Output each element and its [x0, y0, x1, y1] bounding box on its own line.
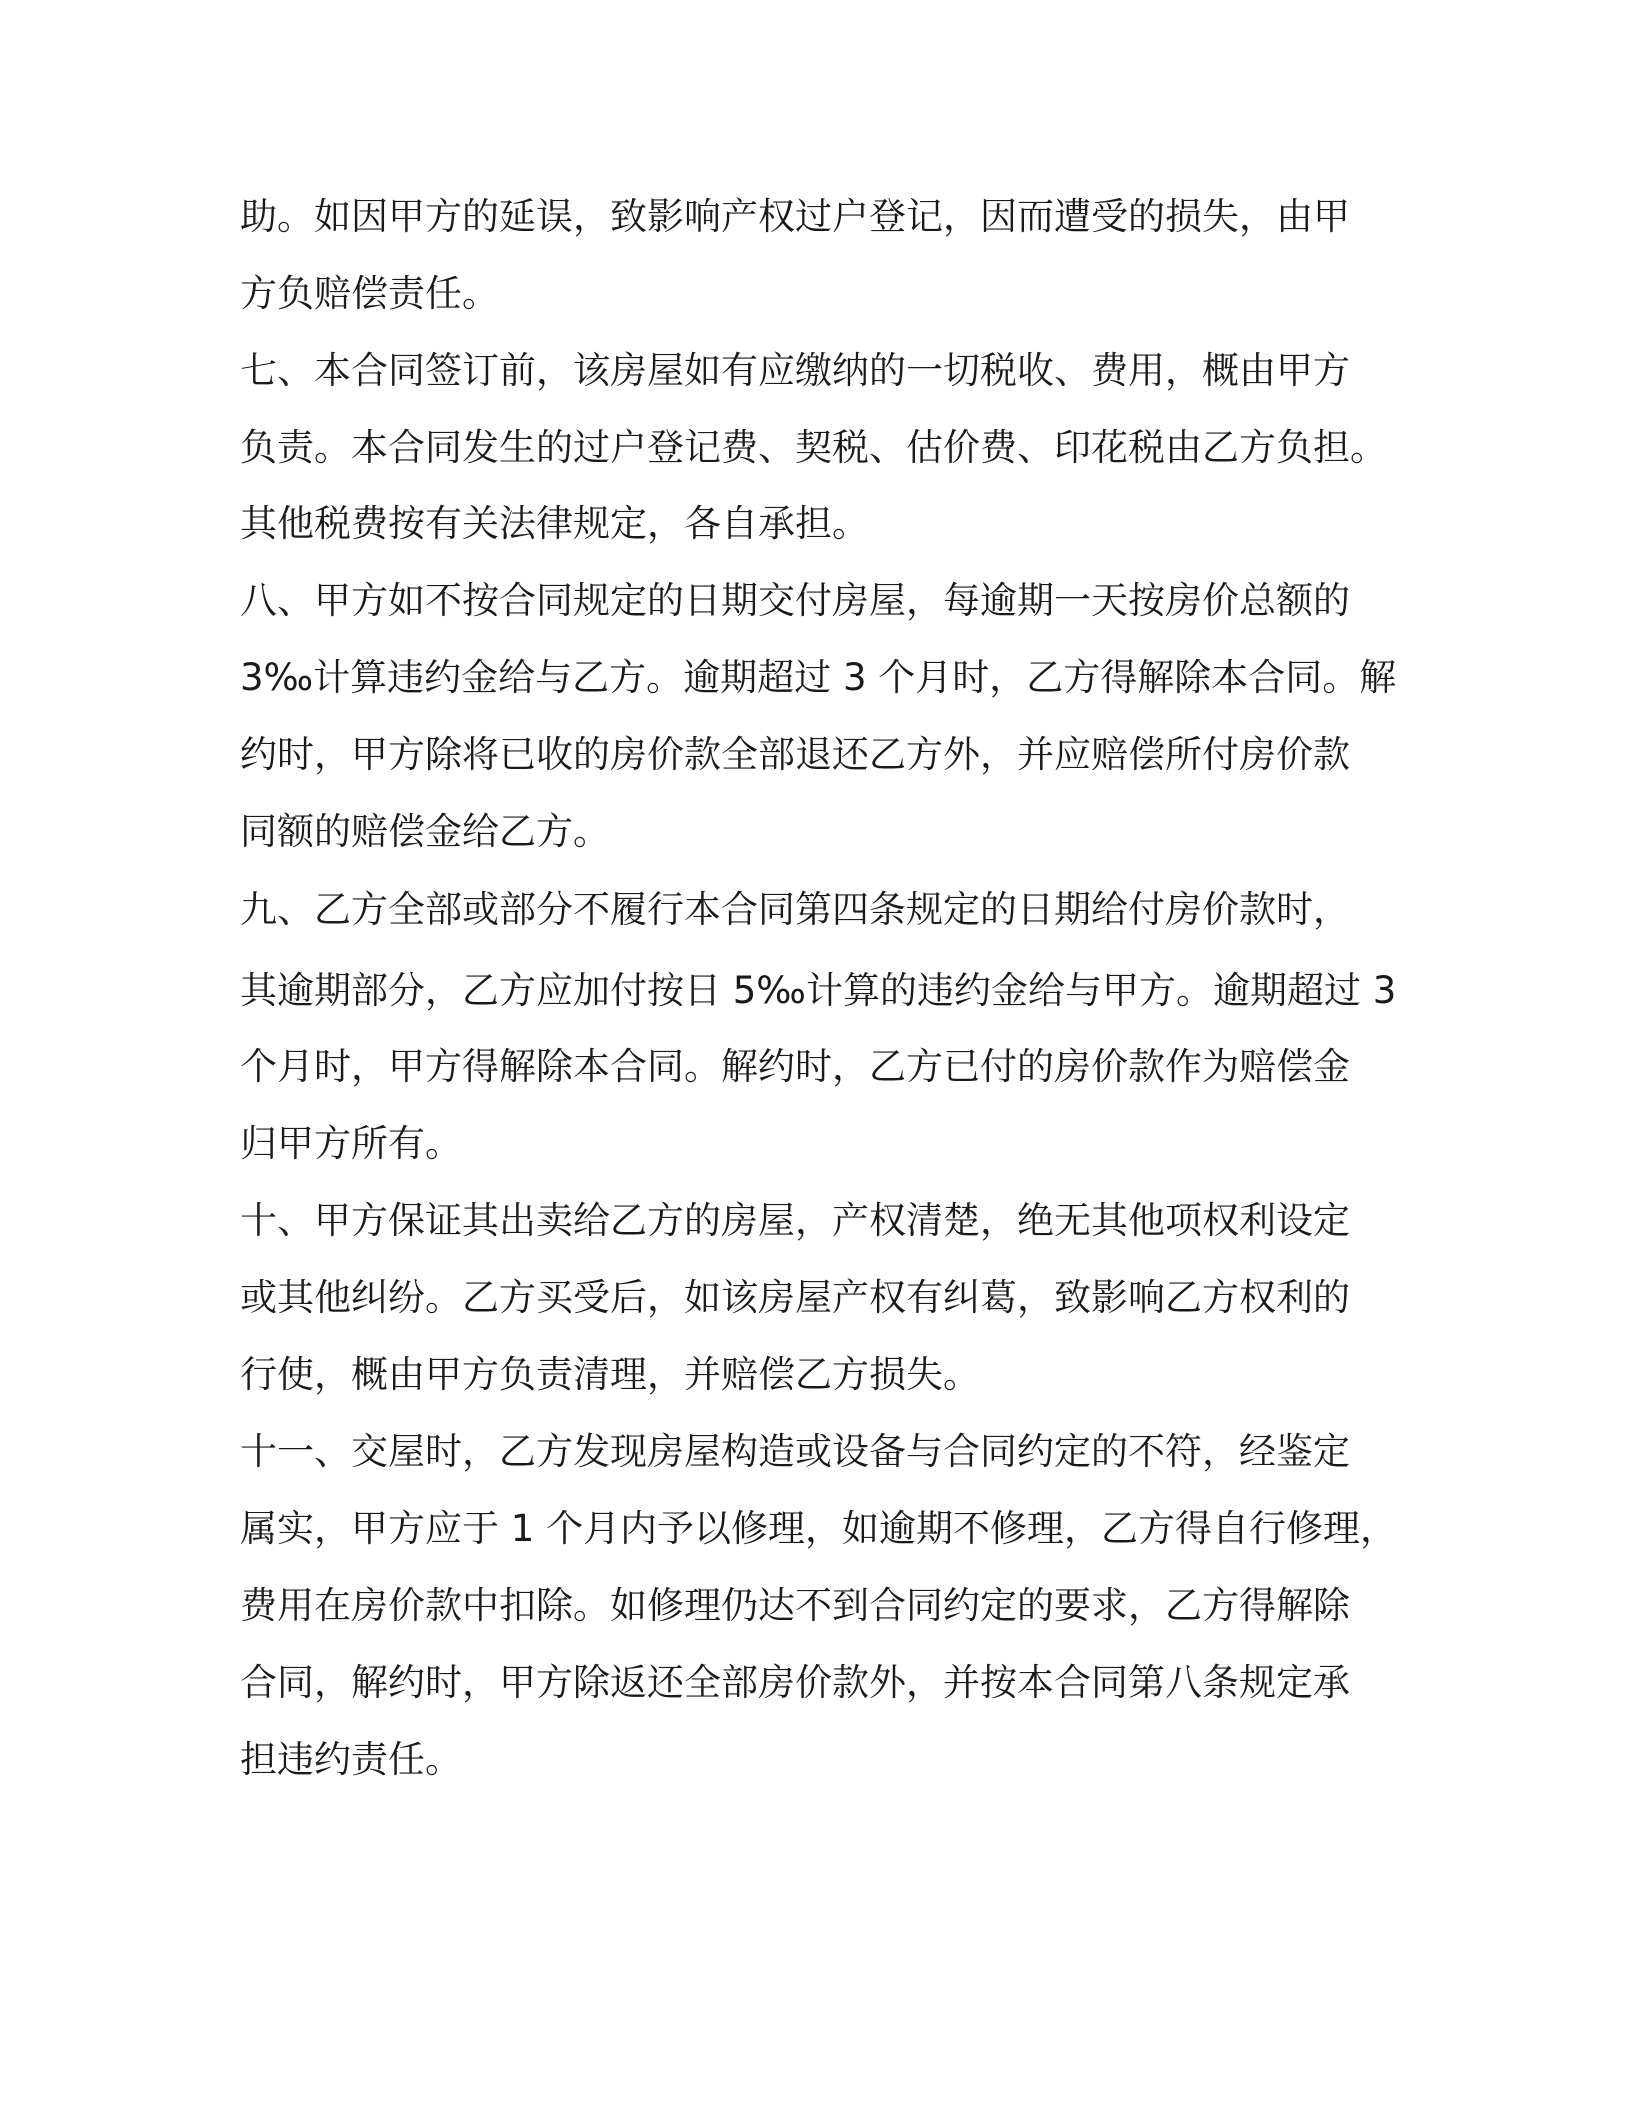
text-line: 约时，甲方除将已收的房价款全部退还乙方外，并应赔偿所付房价款: [240, 733, 1350, 776]
text-line: 属实，甲方应于 1 个月内予以修理，如逾期不修理，乙方得自行修理，: [240, 1507, 1398, 1550]
text-line: 七、本合同签订前，该房屋如有应缴纳的一切税收、费用，概由甲方: [240, 349, 1350, 392]
text-line: 个月时，甲方得解除本合同。解约时，乙方已付的房价款作为赔偿金: [240, 1045, 1350, 1088]
text-line: 方负赔偿责任。: [240, 272, 499, 315]
text-line: 负责。本合同发生的过户登记费、契税、估价费、印花税由乙方负担。: [240, 426, 1387, 469]
text-line: 其逾期部分，乙方应加付按日 5‰计算的违约金给与甲方。逾期超过 3: [240, 969, 1397, 1012]
text-line: 费用在房价款中扣除。如修理仍达不到合同约定的要求，乙方得解除: [240, 1584, 1350, 1627]
text-line: 同额的赔偿金给乙方。: [240, 810, 610, 853]
text-line: 合同，解约时，甲方除返还全部房价款外，并按本合同第八条规定承: [240, 1661, 1350, 1704]
text-line: 3‰计算违约金给与乙方。逾期超过 3 个月时，乙方得解除本合同。解: [240, 656, 1397, 699]
text-line: 助。如因甲方的延误，致影响产权过户登记，因而遭受的损失，由甲: [240, 195, 1350, 238]
text-line: 九、乙方全部或部分不履行本合同第四条规定的日期给付房价款时，: [240, 888, 1350, 931]
text-line: 八、甲方如不按合同规定的日期交付房屋，每逾期一天按房价总额的: [240, 579, 1350, 622]
text-line: 行使，概由甲方负责清理，并赔偿乙方损失。: [240, 1353, 980, 1396]
text-line: 或其他纠纷。乙方买受后，如该房屋产权有纠葛，致影响乙方权利的: [240, 1276, 1350, 1319]
text-line: 十一、交屋时，乙方发现房屋构造或设备与合同约定的不符，经鉴定: [240, 1430, 1350, 1473]
text-line: 十、甲方保证其出卖给乙方的房屋，产权清楚，绝无其他项权利设定: [240, 1199, 1350, 1242]
text-line: 担违约责任。: [240, 1738, 462, 1781]
text-line: 归甲方所有。: [240, 1122, 462, 1165]
text-line: 其他税费按有关法律规定，各自承担。: [240, 502, 869, 545]
